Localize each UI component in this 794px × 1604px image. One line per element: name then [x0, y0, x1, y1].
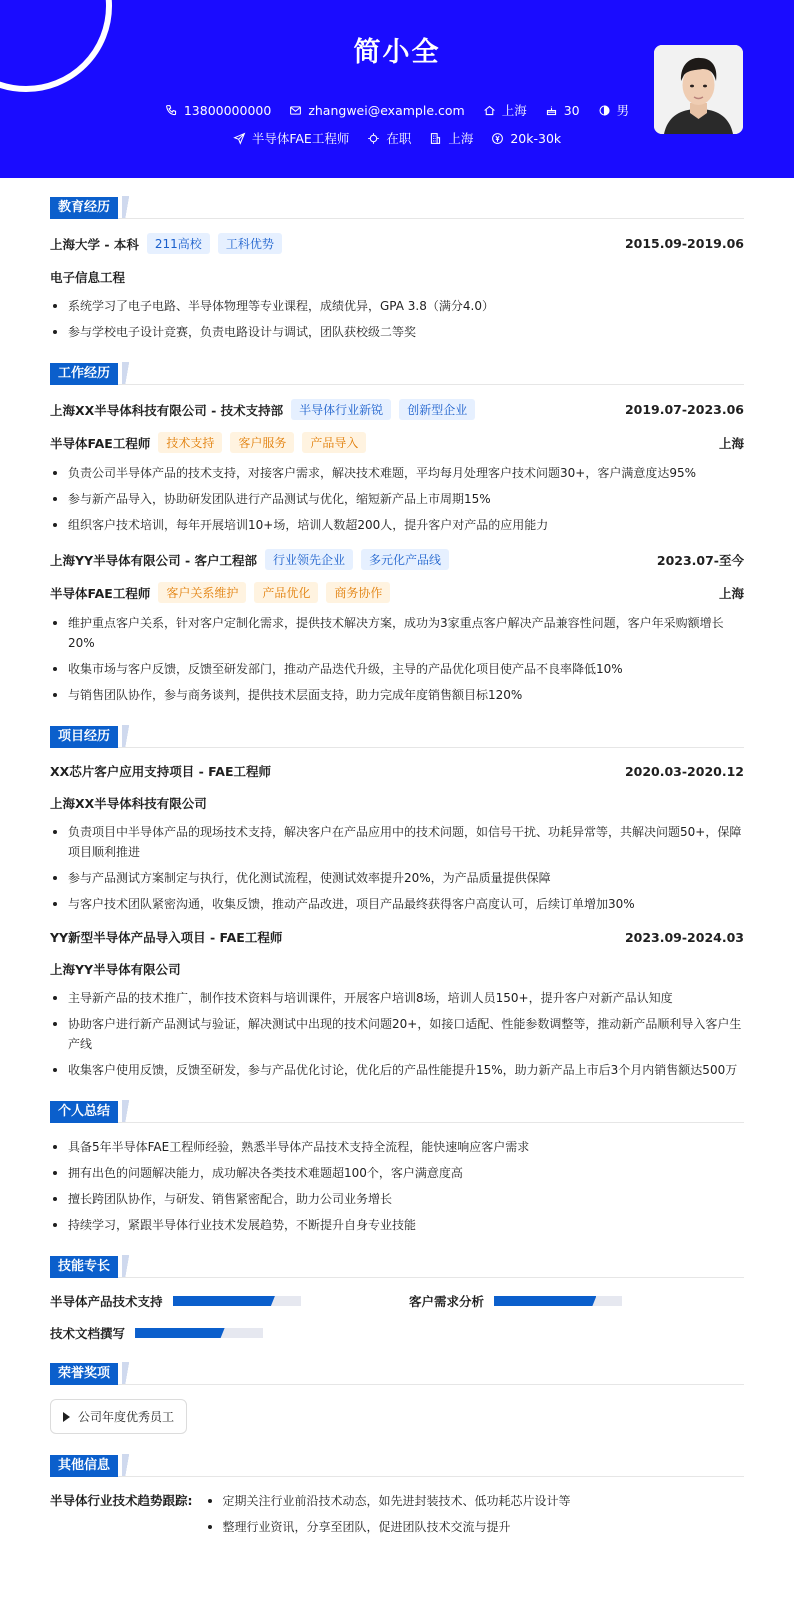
- status-info: [367, 129, 411, 147]
- work-city-info: [429, 129, 473, 147]
- resume-content: [50, 196, 744, 1563]
- school-tag: 工科优势: [218, 233, 282, 254]
- project-section: [50, 725, 744, 1080]
- list-item: 主导新产品的技术推广，制作技术资料与培训课件，开展客户培训8场，培训人员150+，提升客户对新产品认知度: [50, 988, 744, 1008]
- gender-text: 男: [616, 103, 630, 118]
- skill-item: [50, 1324, 385, 1342]
- education-header: [50, 196, 744, 219]
- awards-title: 荣誉奖项: [50, 1363, 118, 1385]
- education-entry: [50, 233, 744, 342]
- work-city-text: 上海: [448, 131, 474, 146]
- role-name: 半导体FAE工程师: [50, 585, 151, 601]
- other-title: 其他信息: [50, 1455, 118, 1477]
- gender-info: [598, 101, 630, 119]
- summary-header: [50, 1100, 744, 1123]
- email-info: [289, 103, 464, 118]
- work-location: 上海: [718, 435, 744, 451]
- gender-icon: [598, 104, 611, 117]
- money-icon: [491, 132, 504, 145]
- skill-bar-fill: [173, 1296, 275, 1306]
- send-icon: [233, 132, 246, 145]
- work-role-line: [50, 582, 744, 603]
- work-entry: [50, 399, 744, 535]
- school-name: 上海大学 - 本科: [50, 236, 139, 252]
- awards-section: [50, 1362, 744, 1434]
- work-bullets: [50, 463, 744, 535]
- other-bullets: [205, 1491, 571, 1543]
- work-date: 2023.07-至今: [656, 552, 744, 568]
- list-item: 参与学校电子设计竞赛，负责电路设计与调试，团队获校级二等奖: [50, 322, 744, 342]
- phone-text: 13800000000: [183, 102, 272, 118]
- project-name: YY新型半导体产品导入项目 - FAE工程师: [50, 930, 283, 945]
- work-company-line: [50, 399, 744, 420]
- project-header: [50, 725, 744, 748]
- role-tag: 产品导入: [302, 432, 366, 453]
- email-text: zhangwei@example.com: [308, 102, 465, 118]
- project-company: 上海XX半导体科技有限公司: [50, 796, 207, 811]
- list-item: 具备5年半导体FAE工程师经验，熟悉半导体产品技术支持全流程，能快速响应客户需求: [50, 1137, 744, 1157]
- skills-header: [50, 1255, 744, 1278]
- list-item: 系统学习了电子电路、半导体物理等专业课程，成绩优异，GPA 3.8（满分4.0）: [50, 296, 744, 316]
- skills-grid: [50, 1292, 744, 1342]
- project-company: 上海YY半导体有限公司: [50, 962, 181, 977]
- list-item: 参与产品测试方案制定与执行，优化测试流程，使测试效率提升20%，为产品质量提供保障: [50, 868, 744, 888]
- project-date: 2020.03-2020.12: [624, 763, 744, 779]
- company-tag: 半导体行业新锐: [291, 399, 391, 420]
- list-item: 组织客户技术培训，每年开展培训10+场，培训人数超200人，提升客户对产品的应用能力: [50, 515, 744, 535]
- list-item: 擅长跨团队协作，与研发、销售紧密配合，助力公司业务增长: [50, 1189, 744, 1209]
- skill-name: 半导体产品技术支持: [50, 1294, 163, 1309]
- list-item: 参与新产品导入，协助研发团队进行产品测试与优化，缩短新产品上市周期15%: [50, 489, 744, 509]
- skill-bar-fill: [135, 1328, 225, 1338]
- role-name: 半导体FAE工程师: [50, 435, 151, 451]
- summary-section: [50, 1100, 744, 1235]
- other-row: [50, 1491, 744, 1543]
- list-item: 与客户技术团队紧密沟通，收集反馈，推动产品改进，项目产品最终获得客户高度认可，后续订单增加30%: [50, 894, 744, 914]
- list-item: 协助客户进行新产品测试与验证，解决测试中出现的技术问题20+，如接口适配、性能参数调整等，推动新产品顺利导入客户生产线: [50, 1014, 744, 1054]
- education-date: 2015.09-2019.06: [624, 236, 744, 251]
- award-item: [50, 1399, 187, 1434]
- role-tag: 商务协作: [326, 582, 390, 603]
- job-text: 半导体FAE工程师: [251, 131, 350, 146]
- title-decoration: [122, 196, 134, 218]
- age-text: 30: [563, 102, 580, 118]
- project-name: XX芯片客户应用支持项目 - FAE工程师: [50, 764, 271, 779]
- project-bullets: [50, 988, 744, 1080]
- list-item: 与销售团队协作，参与商务谈判，提供技术层面支持，助力完成年度销售额目标120%: [50, 685, 744, 705]
- salary-info: [491, 131, 561, 146]
- project-title-line: [50, 762, 744, 780]
- work-date: 2019.07-2023.06: [624, 402, 744, 417]
- skill-bar: [173, 1296, 301, 1306]
- awards-header: [50, 1362, 744, 1385]
- status-icon: [367, 132, 380, 145]
- status-text: 在职: [386, 131, 412, 146]
- list-item: 整理行业资讯，分享至团队，促进团队技术交流与提升: [205, 1517, 571, 1537]
- skill-bar: [135, 1328, 263, 1338]
- candidate-name: 简小全: [353, 37, 441, 68]
- major: 电子信息工程: [50, 270, 126, 285]
- company-tag: 行业领先企业: [265, 549, 353, 570]
- company-tag: 创新型企业: [399, 399, 475, 420]
- company-name: 上海XX半导体科技有限公司 - 技术支持部: [50, 402, 284, 418]
- education-title: 教育经历: [50, 197, 118, 219]
- title-decoration: [122, 725, 134, 747]
- play-icon: [63, 1412, 70, 1422]
- skill-name: 客户需求分析: [409, 1294, 485, 1309]
- title-decoration: [122, 362, 134, 384]
- skill-bar: [494, 1296, 622, 1306]
- cake-icon: [545, 104, 558, 117]
- summary-title: 个人总结: [50, 1101, 118, 1123]
- phone-info: [165, 103, 271, 118]
- skills-title: 技能专长: [50, 1256, 118, 1278]
- list-item: 维护重点客户关系，针对客户定制化需求，提供技术解决方案，成功为3家重点客户解决产品兼容性问题，客户年采购额增长20%: [50, 613, 744, 653]
- role-tag: 技术支持: [158, 432, 222, 453]
- title-decoration: [122, 1255, 134, 1277]
- skill-name: 技术文档撰写: [50, 1326, 126, 1341]
- skills-section: [50, 1255, 744, 1342]
- role-tag: 客户关系维护: [158, 582, 246, 603]
- work-entry: [50, 549, 744, 705]
- title-decoration: [122, 1362, 134, 1384]
- skill-item: [50, 1292, 385, 1310]
- skill-bar-fill: [494, 1296, 596, 1306]
- project-title: 项目经历: [50, 726, 118, 748]
- list-item: 负责公司半导体产品的技术支持，对接客户需求，解决技术难题，平均每月处理客户技术问题30+，客户满意度达95%: [50, 463, 744, 483]
- education-line: [50, 233, 744, 254]
- role-tag: 客户服务: [230, 432, 294, 453]
- phone-icon: [165, 104, 178, 117]
- home-icon: [483, 104, 496, 117]
- work-location: 上海: [718, 585, 744, 601]
- list-item: 收集市场与客户反馈，反馈至研发部门，推动产品迭代升级，主导的产品优化项目使产品不良率降低10%: [50, 659, 744, 679]
- list-item: 拥有出色的问题解决能力，成功解决各类技术难题超100个，客户满意度高: [50, 1163, 744, 1183]
- resume-header: [0, 0, 794, 178]
- work-header: [50, 362, 744, 385]
- title-decoration: [122, 1454, 134, 1476]
- project-date: 2023.09-2024.03: [624, 929, 744, 945]
- list-item: 收集客户使用反馈，反馈至研发，参与产品优化讨论，优化后的产品性能提升15%，助力新产品上市后3个月内销售额达500万: [50, 1060, 744, 1080]
- building-icon: [429, 132, 442, 145]
- summary-bullets: [50, 1137, 744, 1235]
- city-info: [483, 101, 527, 119]
- salary-text: 20k-30k: [510, 130, 562, 146]
- job-info: [233, 129, 350, 147]
- company-name: 上海YY半导体有限公司 - 客户工程部: [50, 552, 257, 568]
- list-item: 负责项目中半导体产品的现场技术支持，解决客户在产品应用中的技术问题，如信号干扰、功耗异常等，共解决问题50+，保障项目顺利推进: [50, 822, 744, 862]
- role-tag: 产品优化: [254, 582, 318, 603]
- work-company-line: [50, 549, 744, 570]
- age-info: [545, 103, 580, 118]
- education-bullets: [50, 296, 744, 342]
- work-title: 工作经历: [50, 363, 118, 385]
- work-bullets: [50, 613, 744, 705]
- company-tag: 多元化产品线: [361, 549, 449, 570]
- skill-item: [409, 1292, 744, 1310]
- title-decoration: [122, 1100, 134, 1122]
- education-section: [50, 196, 744, 342]
- project-entry: [50, 762, 744, 914]
- mail-icon: [289, 104, 302, 117]
- list-item: 定期关注行业前沿技术动态，如先进封装技术、低功耗芯片设计等: [205, 1491, 571, 1511]
- other-label: 半导体行业技术趋势跟踪:: [50, 1493, 193, 1508]
- work-role-line: [50, 432, 744, 453]
- project-title-line: [50, 928, 744, 946]
- list-item: 持续学习，紧跟半导体行业技术发展趋势，不断提升自身专业技能: [50, 1215, 744, 1235]
- other-header: [50, 1454, 744, 1477]
- city-text: 上海: [501, 103, 527, 118]
- work-section: [50, 362, 744, 705]
- school-tag: 211高校: [147, 233, 210, 254]
- award-name: 公司年度优秀员工: [78, 1410, 175, 1424]
- profile-photo: [654, 45, 743, 134]
- project-bullets: [50, 822, 744, 914]
- other-section: [50, 1454, 744, 1543]
- project-entry: [50, 928, 744, 1080]
